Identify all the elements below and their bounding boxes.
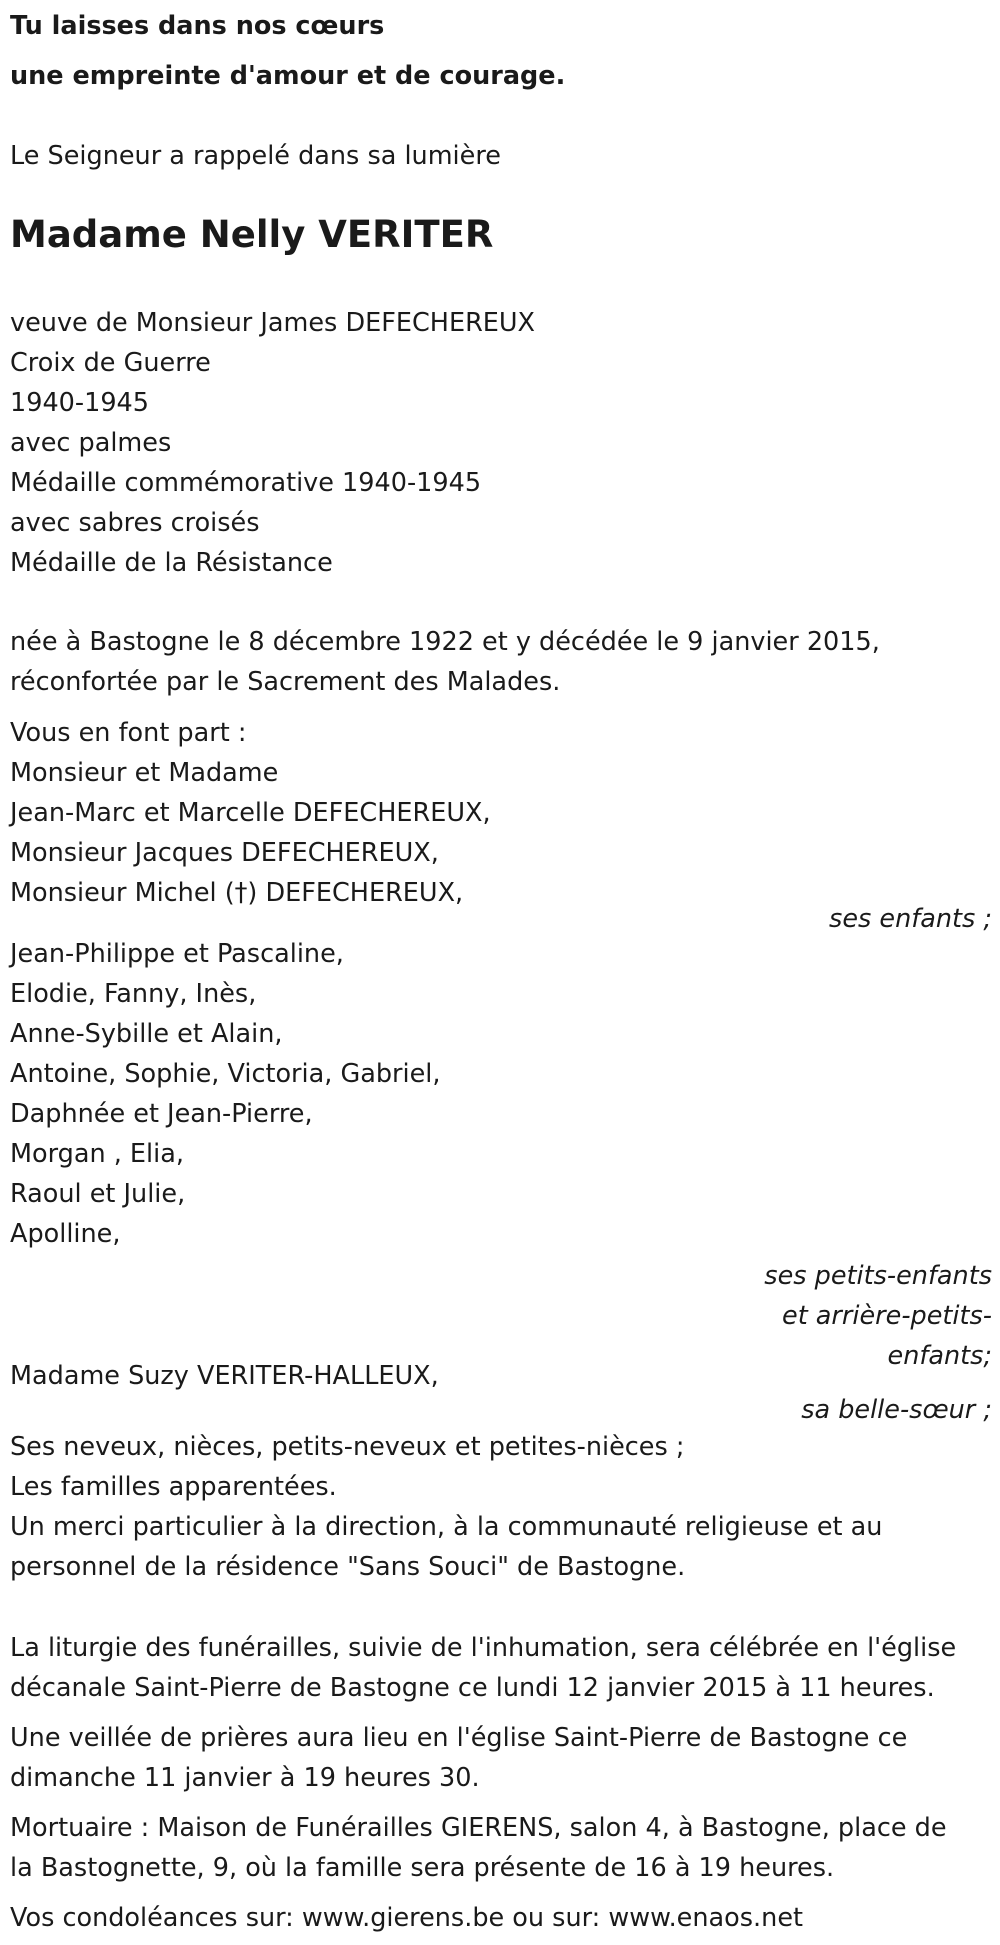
- ceremony-section: [10, 1628, 994, 1938]
- grandchild-line: Elodie, Fanny, Inès,: [10, 979, 257, 1009]
- grandchildren-label: ses petits-enfants: [764, 1261, 992, 1291]
- deceased-name: [10, 210, 994, 260]
- mortuary-line: la Bastognette, 9, où la famille sera présente de 16 à 19 heures.: [10, 1853, 835, 1883]
- title-line: avec sabres croisés: [10, 508, 260, 538]
- intro-text: Le Seigneur a rappelé dans sa lumière: [10, 141, 501, 171]
- thanks-line: Un merci particulier à la direction, à la communauté religieuse et au: [10, 1512, 883, 1542]
- birth-line: réconfortée par le Sacrement des Malades.: [10, 667, 561, 697]
- title-line: Médaille de la Résistance: [10, 548, 333, 578]
- grandchildren-label: enfants;: [887, 1341, 992, 1371]
- others-section: [10, 1427, 994, 1587]
- others-line: Ses neveux, nièces, petits-neveux et petites-nièces ;: [10, 1432, 685, 1462]
- titles-list: [10, 303, 994, 583]
- title-line: veuve de Monsieur James DEFECHEREUX: [10, 308, 536, 338]
- vigil-line: dimanche 11 janvier à 19 heures 30.: [10, 1763, 480, 1793]
- sister-in-law-section: [10, 1356, 994, 1430]
- title-line: Médaille commémorative 1940-1945: [10, 468, 482, 498]
- sister-in-law-label: sa belle-sœur ;: [801, 1395, 992, 1425]
- epigraph-line: Tu laisses dans nos cœurs: [10, 11, 385, 41]
- liturgy-line: La liturgie des funérailles, suivie de l'inhumation, sera célébrée en l'église: [10, 1633, 957, 1663]
- child-line: Jean-Marc et Marcelle DEFECHEREUX,: [10, 798, 491, 828]
- title-line: avec palmes: [10, 428, 172, 458]
- title-line: Croix de Guerre: [10, 348, 211, 378]
- child-line: Monsieur Jacques DEFECHEREUX,: [10, 838, 439, 868]
- epigraph-line: une empreinte d'amour et de courage.: [10, 61, 566, 91]
- announce-heading: Vous en font part :: [10, 718, 247, 748]
- grandchildren-label: et arrière-petits-: [782, 1301, 992, 1331]
- child-line: Monsieur Michel (†) DEFECHEREUX,: [10, 878, 464, 908]
- title-line: 1940-1945: [10, 388, 149, 418]
- child-line: Monsieur et Madame: [10, 758, 279, 788]
- sister-in-law-line: Madame Suzy VERITER-HALLEUX,: [10, 1361, 439, 1391]
- grandchildren-section: [10, 934, 994, 1376]
- grandchild-line: Apolline,: [10, 1219, 121, 1249]
- children-label: ses enfants ;: [829, 904, 992, 934]
- mortuary-line: Mortuaire : Maison de Funérailles GIERENS, salon 4, à Bastogne, place de: [10, 1813, 947, 1843]
- children-section: [10, 713, 994, 939]
- page-title: Madame Nelly VERITER: [10, 213, 494, 256]
- grandchild-line: Jean-Philippe et Pascaline,: [10, 939, 344, 969]
- thanks-line: personnel de la résidence "Sans Souci" de Bastogne.: [10, 1552, 686, 1582]
- grandchild-line: Daphnée et Jean-Pierre,: [10, 1099, 313, 1129]
- vigil-line: Une veillée de prières aura lieu en l'église Saint-Pierre de Bastogne ce: [10, 1723, 908, 1753]
- grandchild-line: Raoul et Julie,: [10, 1179, 186, 1209]
- condolences-line: Vos condoléances sur: www.gierens.be ou sur: www.enaos.net: [10, 1903, 804, 1933]
- epigraph: [10, 6, 994, 96]
- birth-death: [10, 622, 994, 702]
- grandchild-line: Antoine, Sophie, Victoria, Gabriel,: [10, 1059, 441, 1089]
- birth-line: née à Bastogne le 8 décembre 1922 et y décédée le 9 janvier 2015,: [10, 627, 880, 657]
- liturgy-line: décanale Saint-Pierre de Bastogne ce lundi 12 janvier 2015 à 11 heures.: [10, 1673, 935, 1703]
- intro: [10, 136, 994, 176]
- grandchild-line: Anne-Sybille et Alain,: [10, 1019, 283, 1049]
- grandchild-line: Morgan , Elia,: [10, 1139, 184, 1169]
- others-line: Les familles apparentées.: [10, 1472, 337, 1502]
